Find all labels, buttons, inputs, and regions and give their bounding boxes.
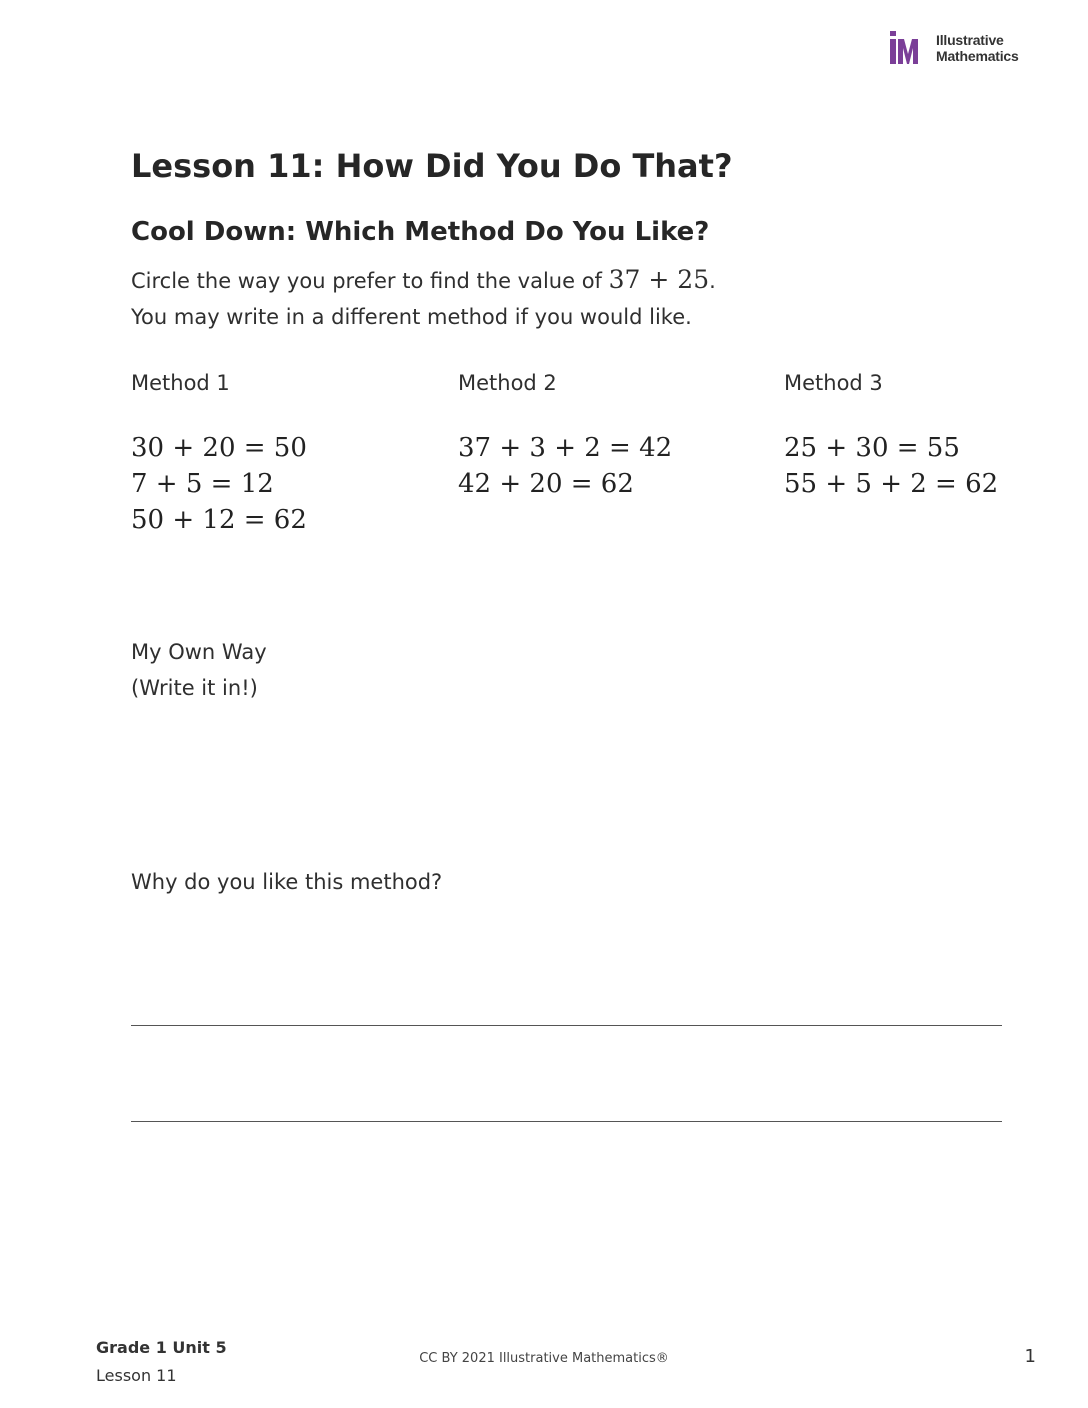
logo-wordmark [936,32,1019,64]
method-2-label[interactable]: Method 2 [458,371,557,395]
equation: 50 + 12 = 62 [131,505,307,535]
method-1-equations[interactable] [131,430,307,538]
footer-copyright: CC BY 2021 Illustrative Mathematics® [419,1351,669,1366]
answer-line-1[interactable] [131,1025,1002,1026]
equation: 55 + 5 + 2 = 62 [784,469,999,499]
instructions-expression: 37 + 25 [608,265,710,294]
cooldown-title: Cool Down: Which Method Do You Like? [131,217,710,247]
instructions-line-1 [131,262,716,299]
page-number: 1 [1024,1346,1036,1367]
im-logo [888,30,1048,70]
answer-line-2[interactable] [131,1121,1002,1122]
footer-grade-unit: Grade 1 Unit 5 [96,1338,227,1357]
why-question: Why do you like this method? [131,870,443,894]
equation: 25 + 30 = 55 [784,433,960,463]
instructions [131,262,716,335]
method-1-label[interactable]: Method 1 [131,371,230,395]
equation: 37 + 3 + 2 = 42 [458,433,673,463]
instructions-suffix: . [709,269,716,293]
lesson-title: Lesson 11: How Did You Do That? [131,147,733,185]
own-way-prompt[interactable] [131,634,267,706]
own-way-label: My Own Way [131,640,267,664]
equation: 30 + 20 = 50 [131,433,307,463]
footer-lesson: Lesson 11 [96,1366,177,1385]
logo-line-2: Mathematics [936,48,1019,64]
method-3-label[interactable]: Method 3 [784,371,883,395]
instructions-line-2: You may write in a different method if you would like. [131,305,692,329]
im-logo-mark-icon [888,30,932,66]
own-way-hint: (Write it in!) [131,676,258,700]
instructions-prefix: Circle the way you prefer to find the value of [131,269,609,293]
method-3-equations[interactable] [784,430,998,502]
logo-line-1: Illustrative [936,32,1004,48]
equation: 42 + 20 = 62 [458,469,634,499]
equation: 7 + 5 = 12 [131,469,274,499]
method-2-equations[interactable] [458,430,672,502]
